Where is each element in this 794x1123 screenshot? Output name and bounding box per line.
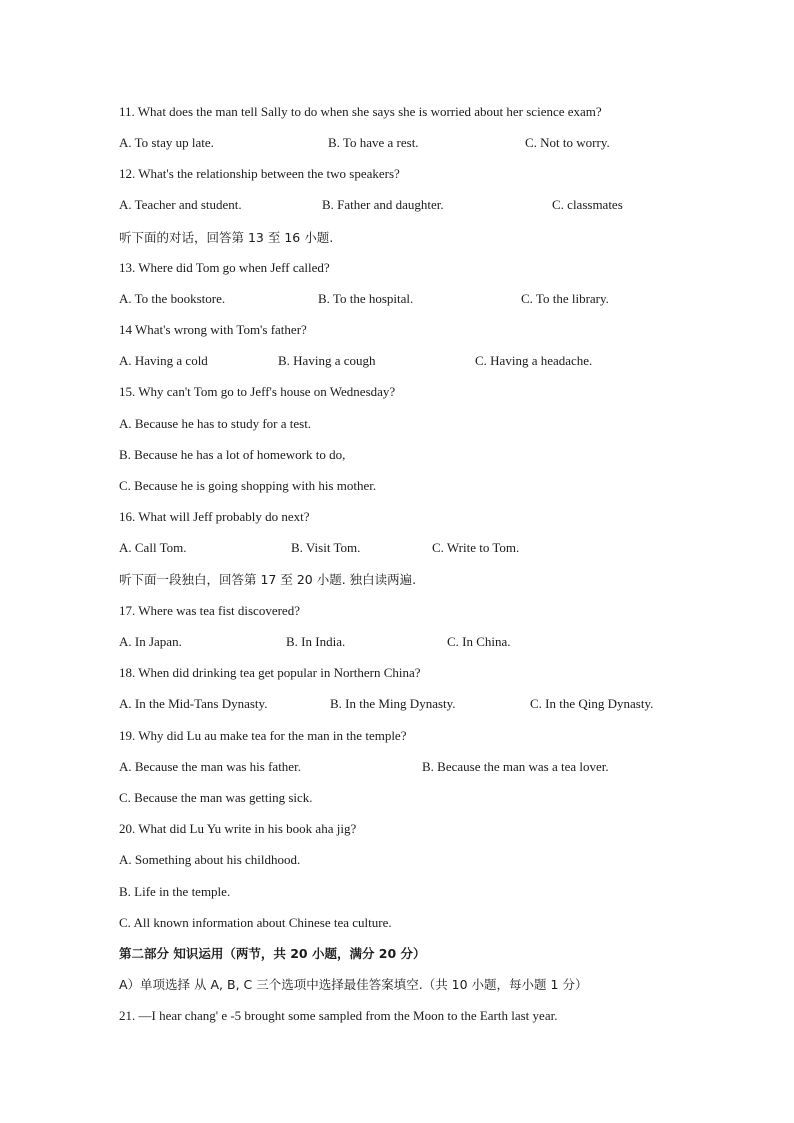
q17-option-c: C. In China. (447, 634, 511, 649)
question-17: 17. Where was tea fist discovered? (119, 603, 300, 618)
q18-option-c: C. In the Qing Dynasty. (530, 696, 654, 711)
instruction-17-20: 听下面一段独白，回答第 17 至 20 小题. 独白读两遍. (119, 572, 417, 587)
q17-option-a: A. In Japan. (119, 634, 182, 649)
q12-option-b: B. Father and daughter. (322, 197, 444, 212)
question-11: 11. What does the man tell Sally to do when she says she is worried about her science exam? (119, 104, 602, 119)
question-15: 15. Why can't Tom go to Jeff's house on Wednesday? (119, 384, 396, 399)
question-20: 20. What did Lu Yu write in his book aha jig? (119, 821, 357, 836)
question-12: 12. What's the relationship between the two speakers? (119, 166, 400, 181)
q16-option-c: C. Write to Tom. (432, 540, 520, 555)
question-14: 14 What's wrong with Tom's father? (119, 322, 307, 337)
q18-option-a: A. In the Mid-Tans Dynasty. (119, 696, 268, 711)
q15-option-a: A. Because he has to study for a test. (119, 416, 312, 431)
q11-option-c: C. Not to worry. (525, 135, 610, 150)
question-21: 21. —I hear chang' e -5 brought some sampled from the Moon to the Earth last year. (119, 1008, 558, 1023)
section-a-instruction: A）单项选择 从 A, B, C 三个选项中选择最佳答案填空.（共 10 小题，每小题 1 分） (119, 977, 588, 992)
q13-option-c: C. To the library. (521, 291, 609, 306)
q20-option-c: C. All known information about Chinese tea culture. (119, 915, 392, 930)
q15-option-c: C. Because he is going shopping with his mother. (119, 478, 377, 493)
q12-option-c: C. classmates (552, 197, 623, 212)
q11-option-a: A. To stay up late. (119, 135, 214, 150)
q14-option-c: C. Having a headache. (475, 353, 593, 368)
q19-option-a: A. Because the man was his father. (119, 759, 301, 774)
q19-option-b: B. Because the man was a tea lover. (422, 759, 609, 774)
part-2-heading: 第二部分 知识运用（两节，共 20 小题，满分 20 分） (119, 946, 426, 961)
q17-option-b: B. In India. (286, 634, 346, 649)
q18-option-b: B. In the Ming Dynasty. (330, 696, 456, 711)
q16-option-a: A. Call Tom. (119, 540, 187, 555)
q16-option-b: B. Visit Tom. (291, 540, 361, 555)
question-19: 19. Why did Lu au make tea for the man in the temple? (119, 728, 407, 743)
q20-option-a: A. Something about his childhood. (119, 852, 301, 867)
q14-option-a: A. Having a cold (119, 353, 208, 368)
q12-option-a: A. Teacher and student. (119, 197, 242, 212)
question-13: 13. Where did Tom go when Jeff called? (119, 260, 330, 275)
q20-option-b: B. Life in the temple. (119, 884, 231, 899)
q13-option-a: A. To the bookstore. (119, 291, 226, 306)
question-18: 18. When did drinking tea get popular in Northern China? (119, 665, 421, 680)
q11-option-b: B. To have a rest. (328, 135, 419, 150)
question-16: 16. What will Jeff probably do next? (119, 509, 310, 524)
q14-option-b: B. Having a cough (278, 353, 376, 368)
q19-option-c: C. Because the man was getting sick. (119, 790, 313, 805)
q13-option-b: B. To the hospital. (318, 291, 414, 306)
q15-option-b: B. Because he has a lot of homework to do, (119, 447, 346, 462)
instruction-13-16: 听下面的对话，回答第 13 至 16 小题. (119, 230, 334, 245)
